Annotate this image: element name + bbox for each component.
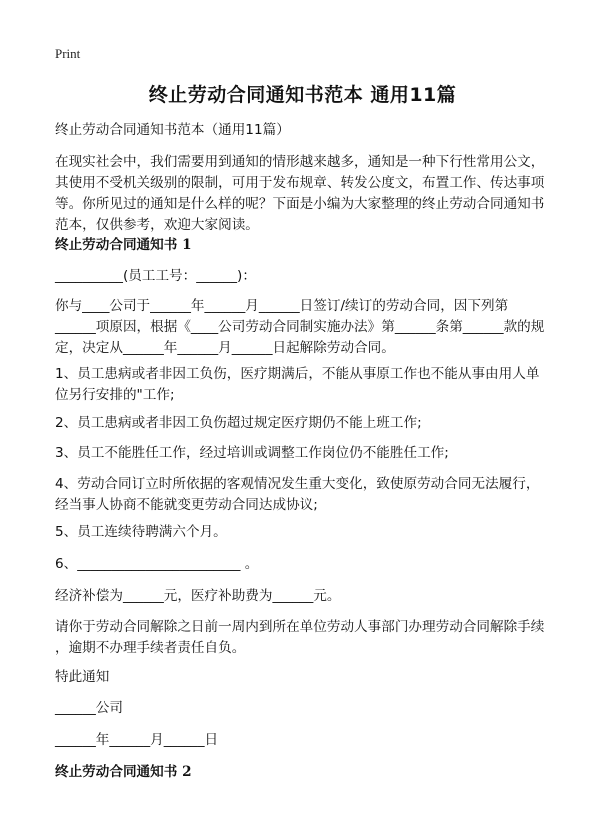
document-title: 终止劳动合同通知书范本 通用11篇 xyxy=(148,84,457,106)
request-line: ，逾期不办理手续者责任自负。 xyxy=(55,640,246,656)
notice-2-heading: 终止劳动合同通知书 2 xyxy=(55,764,192,780)
reason-item-6: 6、________________________ 。 xyxy=(55,556,259,572)
contract-line: 定，决定从______年______月______日起解除劳动合同。 xyxy=(55,340,395,356)
date-line: ______年______月______日 xyxy=(55,732,219,748)
contract-line: ______项原因，根据《____公司劳动合同制实施办法》第______条第______款的规 xyxy=(55,319,545,335)
intro-line: 在现实社会中，我们需要用到通知的情形越来越多，通知是一种下行性常用公文， xyxy=(55,154,545,170)
intro-line: 等。你所见过的通知是什么样的呢？下面是小编为大家整理的终止劳动合同通知书 xyxy=(55,196,545,212)
request-paragraph xyxy=(55,617,550,659)
reason-item-line: 位另行安排的"工作; xyxy=(55,387,175,403)
reason-item-3: 3、员工不能胜任工作，经过培训或调整工作岗位仍不能胜任工作; xyxy=(55,445,449,461)
company-line: ______公司 xyxy=(55,700,123,716)
intro-line: 其使用不受机关级别的限制，可用于发布规章、转发公度文，布置工作、传达事项 xyxy=(55,175,545,191)
reason-item-line: 4、劳动合同订立时所依据的客观情况发生重大变化，致使原劳动合同无法履行， xyxy=(55,476,540,492)
special-notice: 特此通知 xyxy=(55,669,110,685)
request-line: 请你于劳动合同解除之日前一周内到所在单位劳动人事部门办理劳动合同解除手续 xyxy=(55,619,545,635)
intro-paragraph xyxy=(55,152,550,236)
contract-line: 你与____公司于______年______月______日签订/续订的劳动合同，因下列第 xyxy=(55,298,509,314)
reason-item-1 xyxy=(55,364,550,406)
intro-line: 范本，仅供参考，欢迎大家阅读。 xyxy=(55,217,259,233)
reason-item-4 xyxy=(55,474,550,516)
reason-item-line: 经当事人协商不能就变更劳动合同达成协议; xyxy=(55,497,318,513)
document-subtitle: 终止劳动合同通知书范本（通用11篇） xyxy=(55,122,290,138)
employee-line: __________(员工工号：______)： xyxy=(55,268,256,284)
reason-item-2: 2、员工患病或者非因工负伤超过规定医疗期仍不能上班工作; xyxy=(55,415,422,431)
print-label: Print xyxy=(55,46,81,61)
compensation-line: 经济补偿为______元，医疗补助费为______元。 xyxy=(55,588,341,604)
contract-paragraph xyxy=(55,296,550,359)
reason-item-line: 1、员工患病或者非因工负伤，医疗期满后，不能从事原工作也不能从事由用人单 xyxy=(55,366,540,382)
notice-1-heading: 终止劳动合同通知书 1 xyxy=(55,237,192,253)
reason-item-5: 5、员工连续待聘满六个月。 xyxy=(55,524,227,540)
